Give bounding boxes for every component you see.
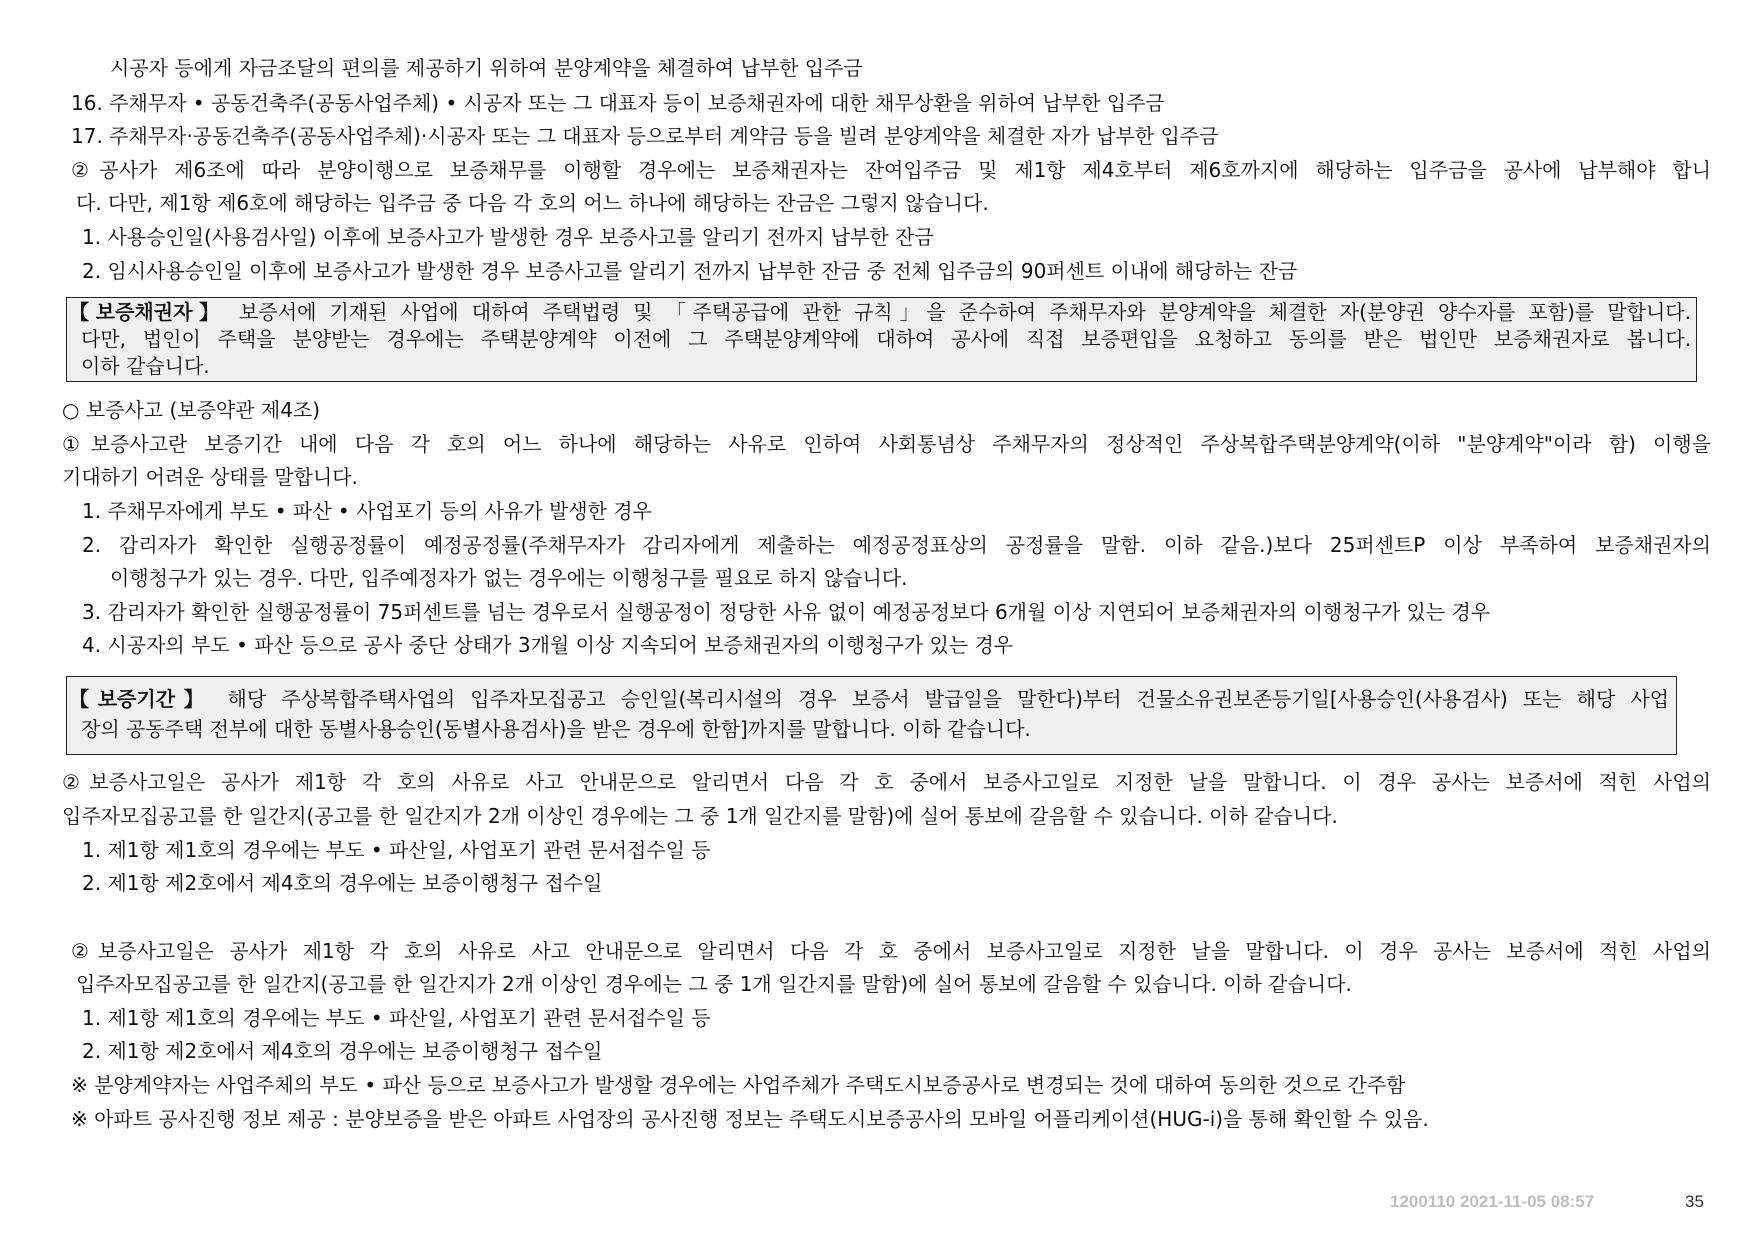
list-item-2: 2. 제1항 제2호에서 제4호의 경우에는 보증이행청구 접수일 <box>82 1039 603 1063</box>
paragraph-line: ②보증사고일은 공사가 제1항 각 호의 사유로 사고 안내문으로 알리면서 다음 각 호 중에서 보증사고일로 지정한 날을 말합니다. 이 경우 공사는 보증서에 적힌 사업의 <box>62 770 1711 794</box>
definition-line: 이하 같습니다. <box>81 354 210 378</box>
list-item-4: 4. 시공자의 부도 • 파산 등으로 공사 중단 상태가 3개월 이상 지속되어 보증채권자의 이행청구가 있는 경우 <box>82 633 1014 657</box>
print-timestamp: 1200110 2021-11-05 08:57 <box>1390 1192 1595 1211</box>
definition-line <box>69 300 1691 324</box>
paragraph-line: 기대하기 어려운 상태를 말합니다. <box>62 465 358 489</box>
paragraph-line: 입주자모집공고를 한 일간지(공고를 한 일간지가 2개 이상인 경우에는 그 중 1개 일간지를 말함)에 실어 통보에 갈음할 수 있습니다. 이하 같습니다. <box>62 804 1338 828</box>
list-item-2: 2. 감리자가 확인한 실행공정률이 예정공정률(주채무자가 감리자에게 제출하는 예정공정표상의 공정률을 말함. 이하 같음.)보다 25퍼센트P 이상 부족하여 보증채권자의 <box>82 533 1711 557</box>
definition-term: 【보증채권자】 <box>69 300 226 324</box>
definition-line <box>69 687 1669 711</box>
definition-text: 보증서에 기재된 사업에 대하여 주택법령 및 「주택공급에 관한 규칙」을 준수하여 주채무자와 분양계약을 체결한 자(분양권 양수자를 포함)를 말합니다. <box>225 300 1691 324</box>
list-item-1: 1. 주채무자에게 부도 • 파산 • 사업포기 등의 사유가 발생한 경우 <box>82 499 652 523</box>
list-item-1: 1. 제1항 제1호의 경우에는 부도 • 파산일, 사업포기 관련 문서접수일 등 <box>82 838 711 862</box>
paragraph-line: 시공자 등에게 자금조달의 편의를 제공하기 위하여 분양계약을 체결하여 납부한 입주금 <box>110 56 863 80</box>
list-item-16: 16. 주채무자 • 공동건축주(공동사업주체) • 시공자 또는 그 대표자 등이 보증채권자에 대한 채무상환을 위하여 납부한 입주금 <box>71 91 1165 115</box>
paragraph-line: 이행청구가 있는 경우. 다만, 입주예정자가 없는 경우에는 이행청구를 필요로 하지 않습니다. <box>110 566 908 590</box>
list-item-1: 1. 사용승인일(사용검사일) 이후에 보증사고가 발생한 경우 보증사고를 알리기 전까지 납부한 잔금 <box>82 225 934 249</box>
list-item-3: 3. 감리자가 확인한 실행공정률이 75퍼센트를 넘는 경우로서 실행공정이 정당한 사유 없이 예정공정보다 6개월 이상 지연되어 보증채권자의 이행청구가 있는 경우 <box>82 600 1491 624</box>
definition-box-guarantee-creditor <box>66 297 1697 382</box>
list-item-2: 2. 임시사용승인일 이후에 보증사고가 발생한 경우 보증사고를 알리기 전까지 납부한 잔금 중 전체 입주금의 90퍼센트 이내에 해당하는 잔금 <box>82 259 1298 283</box>
list-item-2: 2. 제1항 제2호에서 제4호의 경우에는 보증이행청구 접수일 <box>82 871 603 895</box>
list-item-1: 1. 제1항 제1호의 경우에는 부도 • 파산일, 사업포기 관련 문서접수일 등 <box>82 1006 711 1030</box>
paragraph-line: 다. 다만, 제1항 제6호에 해당하는 입주금 중 다음 각 호의 어느 하나에 해당하는 잔금은 그렇지 않습니다. <box>76 191 989 215</box>
paragraph-line: ②공사가 제6조에 따라 분양이행으로 보증채무를 이행할 경우에는 보증채권자는 잔여입주금 및 제1항 제4호부터 제6호까지에 해당하는 입주금을 공사에 납부해야 합니 <box>71 158 1711 182</box>
note-line: ※ 아파트 공사진행 정보 제공 : 분양보증을 받은 아파트 사업장의 공사진행 정보는 주택도시보증공사의 모바일 어플리케이션(HUG-i)을 통해 확인할 수 있음. <box>71 1107 1429 1131</box>
page-number: 35 <box>1685 1192 1704 1211</box>
paragraph-line: ②보증사고일은 공사가 제1항 각 호의 사유로 사고 안내문으로 알리면서 다음 각 호 중에서 보증사고일로 지정한 날을 말합니다. 이 경우 공사는 보증서에 적힌 사업의 <box>71 939 1711 963</box>
list-item-17: 17. 주채무자·공동건축주(공동사업주체)·시공자 또는 그 대표자 등으로부터 계약금 등을 빌려 분양계약을 체결한 자가 납부한 입주금 <box>71 124 1219 148</box>
section-heading: ○ 보증사고 (보증약관 제4조) <box>62 398 321 422</box>
definition-term: 【보증기간】 <box>69 687 213 711</box>
definition-line: 장의 공동주택 전부에 대한 동별사용승인(동별사용검사)을 받은 경우에 한함]까지를 말합니다. 이하 같습니다. <box>81 717 1031 741</box>
definition-box-guarantee-period <box>66 676 1677 755</box>
note-line: ※ 분양계약자는 사업주체의 부도 • 파산 등으로 보증사고가 발생할 경우에는 사업주체가 주택도시보증공사로 변경되는 것에 대하여 동의한 것으로 간주함 <box>71 1073 1406 1097</box>
definition-text: 해당 주상복합주택사업의 입주자모집공고 승인일(복리시설의 경우 보증서 발급일을 말한다)부터 건물소유권보존등기일[사용승인(사용검사) 또는 해당 사업 <box>212 687 1669 711</box>
definition-line: 다만, 법인이 주택을 분양받는 경우에는 주택분양계약 이전에 그 주택분양계약에 대하여 공사에 직접 보증편입을 요청하고 동의를 받은 법인만 보증채권자로 봅니다. <box>81 327 1691 351</box>
paragraph-line: ①보증사고란 보증기간 내에 다음 각 호의 어느 하나에 해당하는 사유로 인하여 사회통념상 주채무자의 정상적인 주상복합주택분양계약(이하 "분양계약"이라 함) 이행을 <box>62 432 1711 456</box>
paragraph-line: 입주자모집공고를 한 일간지(공고를 한 일간지가 2개 이상인 경우에는 그 중 1개 일간지를 말함)에 실어 통보에 갈음할 수 있습니다. 이하 같습니다. <box>76 972 1352 996</box>
